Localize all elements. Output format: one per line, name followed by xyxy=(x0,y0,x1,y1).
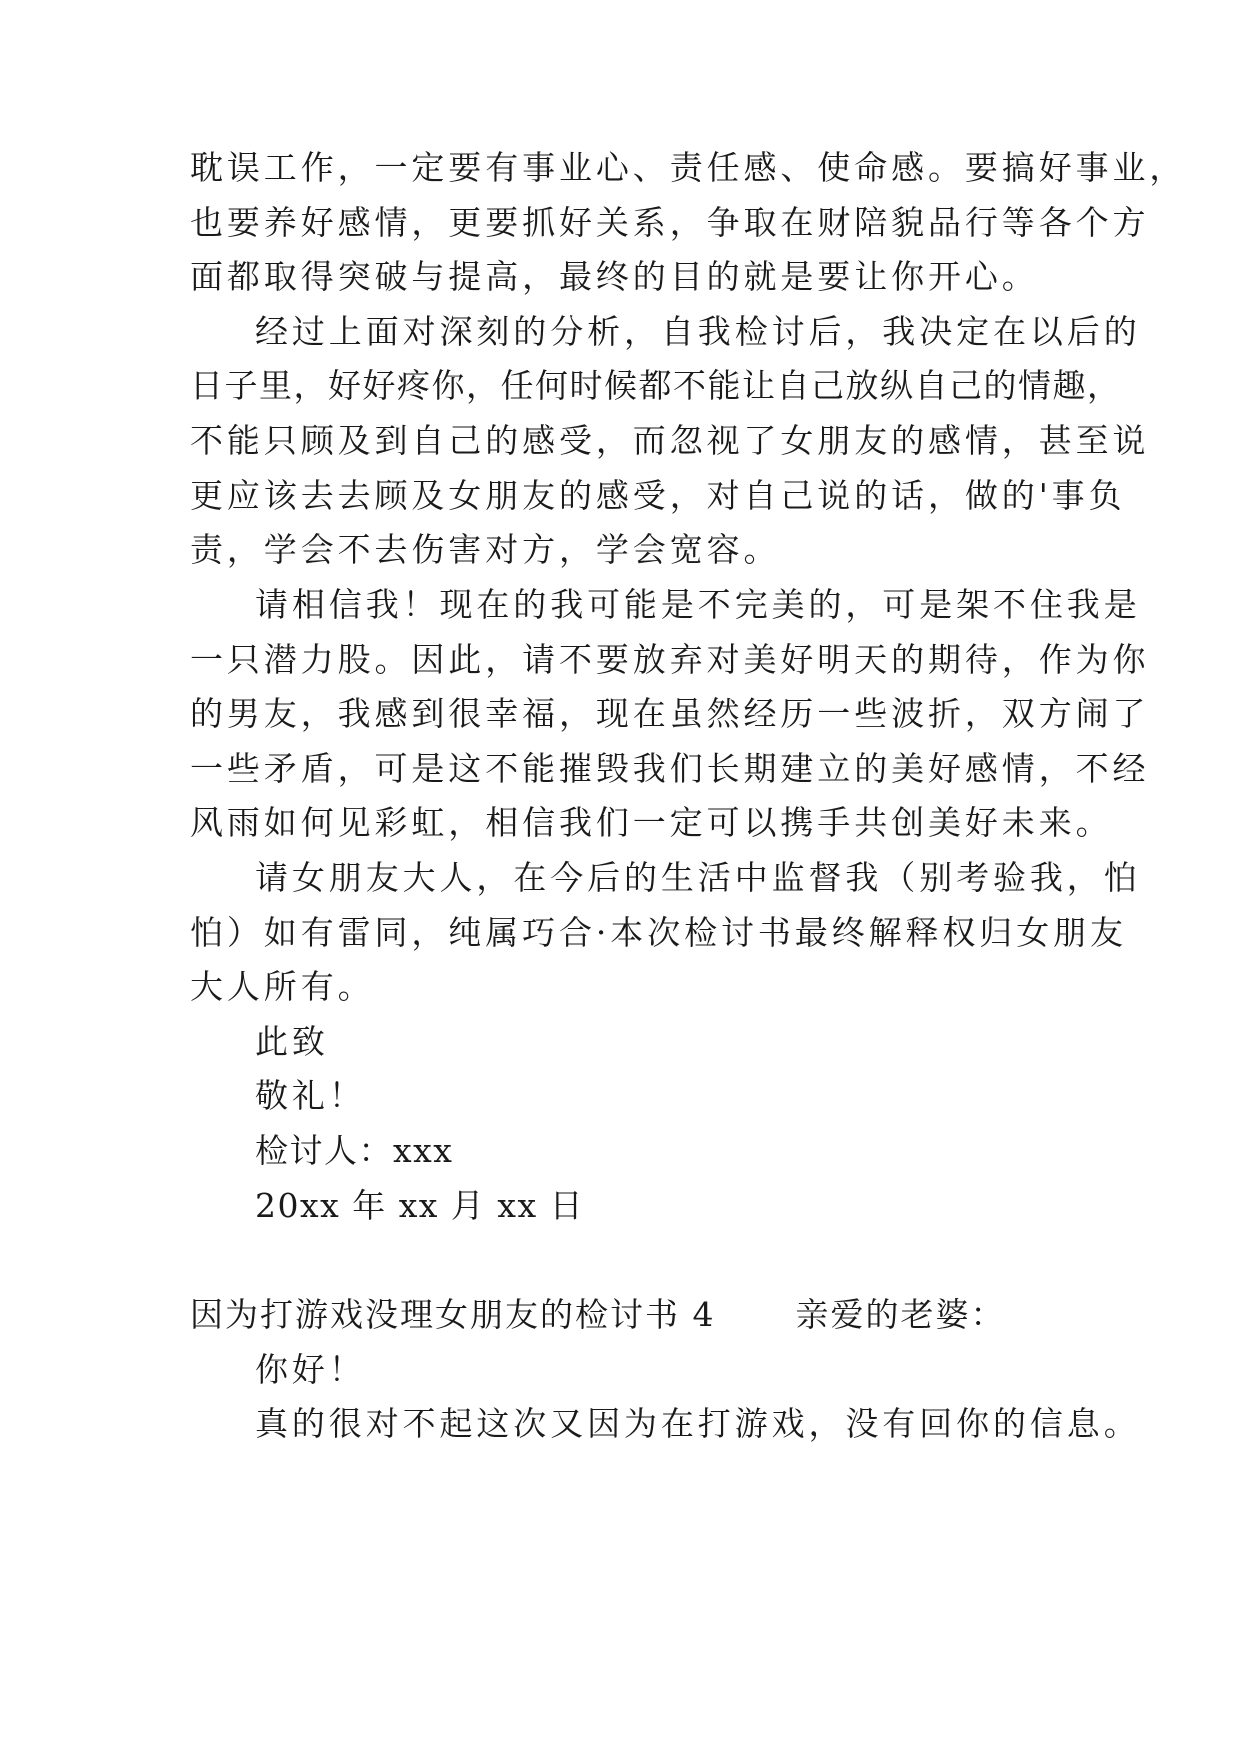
paragraph-line: 耽误工作，一定要有事业心、责任感、使命感。要搞好事业， xyxy=(190,148,1187,187)
signer-line: 检讨人：xxx xyxy=(255,1131,454,1170)
paragraph-line: 更应该去去顾及女朋友的感受，对自己说的话，做的'事负 xyxy=(190,476,1126,515)
next-letter-addressee: 亲爱的老婆： xyxy=(795,1295,1006,1334)
paragraph-line: 大人所有。 xyxy=(190,967,375,1006)
closing-salute: 敬礼！ xyxy=(255,1076,366,1115)
greeting-line: 你好！ xyxy=(255,1350,366,1389)
paragraph-line: 的男友，我感到很幸福，现在虽然经历一些波折，双方闹了 xyxy=(190,694,1150,733)
paragraph-line: 怕）如有雷同，纯属巧合·本次检讨书最终解释权归女朋友 xyxy=(190,913,1127,952)
paragraph-line: 一些矛盾，可是这不能摧毁我们长期建立的美好感情，不经 xyxy=(190,749,1150,788)
paragraph-line: 请女朋友大人，在今后的生活中监督我（别考验我，怕 xyxy=(255,858,1141,897)
paragraph-line: 一只潜力股。因此，请不要放弃对美好明天的期待，作为你 xyxy=(190,640,1150,679)
next-letter-heading xyxy=(190,1295,1006,1335)
paragraph-line: 风雨如何见彩虹，相信我们一定可以携手共创美好未来。 xyxy=(190,803,1113,842)
paragraph-line: 责，学会不去伤害对方，学会宽容。 xyxy=(190,530,781,569)
paragraph-line: 不能只顾及到自己的感受，而忽视了女朋友的感情，甚至说 xyxy=(190,421,1150,460)
paragraph-line: 经过上面对深刻的分析，自我检讨后，我决定在以后的 xyxy=(255,312,1141,351)
paragraph-line: 真的很对不起这次又因为在打游戏，没有回你的信息。 xyxy=(255,1404,1141,1443)
paragraph-line: 面都取得突破与提高，最终的目的就是要让你开心。 xyxy=(190,257,1039,296)
next-letter-title: 因为打游戏没理女朋友的检讨书 4 xyxy=(190,1295,716,1334)
paragraph-line: 请相信我！现在的我可能是不完美的，可是架不住我是 xyxy=(255,585,1141,624)
paragraph-line: 日子里，好好疼你，任何时候都不能让自己放纵自己的情趣， xyxy=(190,366,1122,405)
closing-salute: 此致 xyxy=(255,1022,329,1061)
paragraph-line: 也要养好感情，更要抓好关系，争取在财陪貌品行等各个方 xyxy=(190,203,1150,242)
date-line: 20xx 年 xx 月 xx 日 xyxy=(255,1186,585,1225)
